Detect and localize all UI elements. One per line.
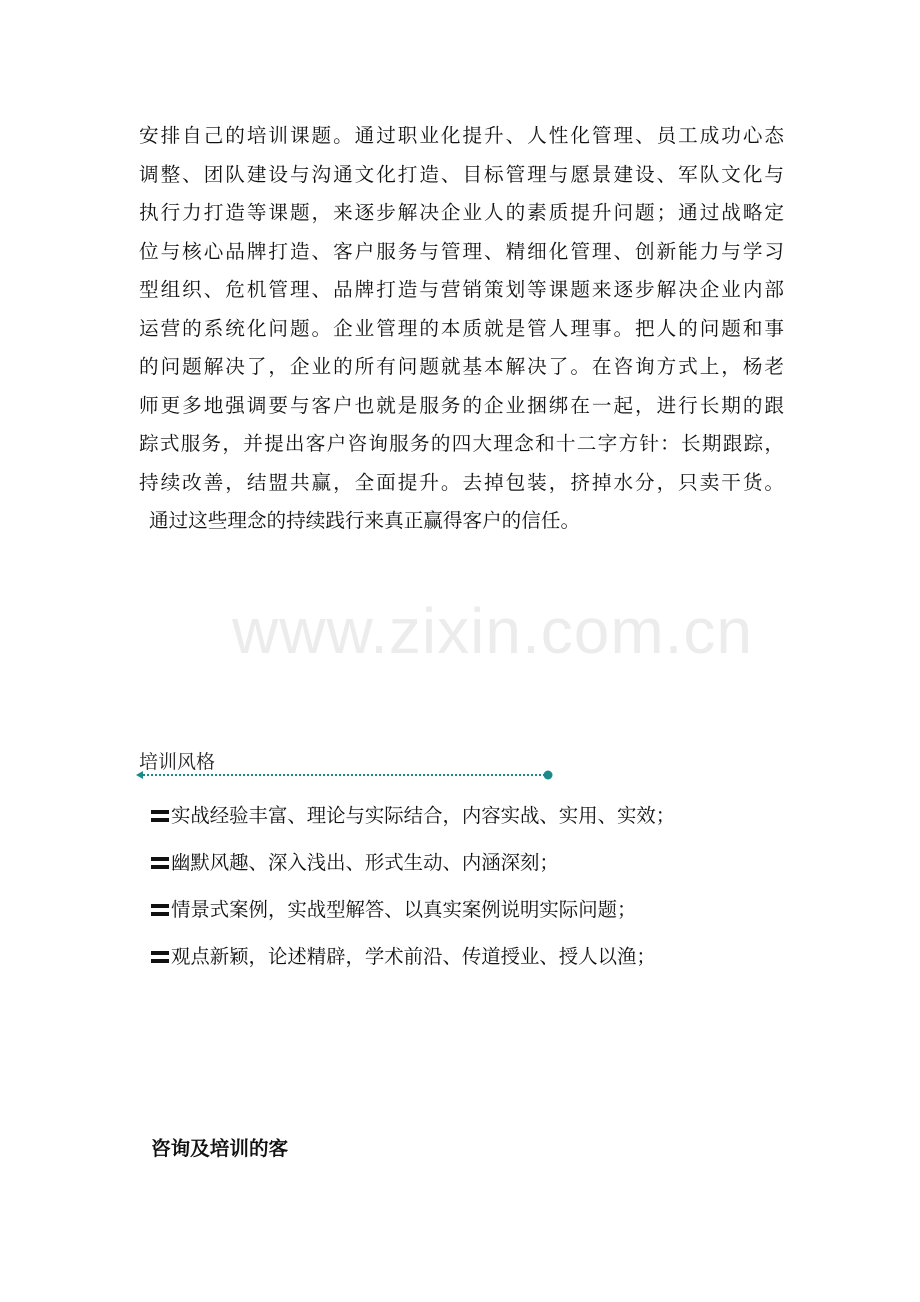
list-item-text: 情景式案例，实战型解答、以真实案例说明实际问题； — [171, 897, 637, 921]
double-bar-bullet-icon — [151, 856, 169, 870]
training-style-list — [151, 792, 675, 980]
list-item-text: 实战经验丰富、理论与实际结合，内容实战、实用、实效； — [171, 803, 676, 827]
section-divider — [136, 768, 554, 782]
section-title-training-style: 培训风格 — [139, 751, 216, 773]
paragraph-line: 师更多地强调要与客户也就是服务的企业捆绑在一起，进行长期的跟 — [139, 393, 784, 417]
paragraph-line: 通过这些理念的持续践行来真正赢得客户的信任。 — [149, 509, 581, 532]
paragraph-line: 踪式服务，并提出客户咨询服务的四大理念和十二字方针：长期跟踪， — [139, 432, 784, 455]
list-item-text: 观点新颖，论述精辟，学术前沿、传道授业、授人以渔； — [171, 944, 656, 968]
divider-endpoint-dot — [544, 771, 553, 780]
paragraph-line: 位与核心品牌打造、客户服务与管理、精细化管理、创新能力与学习 — [139, 239, 784, 263]
list-item-text: 幽默风趣、深入浅出、形式生动、内涵深刻； — [171, 850, 559, 874]
watermark: www.zixin.com.cn — [232, 595, 753, 667]
paragraph-line: 运营的系统化问题。企业管理的本质就是管人理事。把人的问题和事 — [139, 316, 784, 340]
paragraph-line: 的问题解决了，企业的所有问题就基本解决了。在咨询方式上，杨老 — [139, 355, 784, 378]
list-item — [151, 792, 675, 839]
paragraph-line: 型组织、危机管理、品牌打造与营销策划等课题来逐步解决企业内部 — [139, 278, 784, 301]
intro-paragraph — [139, 117, 784, 541]
paragraph-line: 持续改善，结盟共赢，全面提升。去掉包装，挤掉水分，只卖干货。 — [139, 470, 784, 494]
double-bar-bullet-icon — [151, 903, 169, 917]
double-bar-bullet-icon — [151, 809, 169, 823]
paragraph-line: 安排自己的培训课题。通过职业化提升、人性化管理、员工成功心态 — [139, 124, 784, 147]
double-bar-bullet-icon — [151, 950, 169, 964]
paragraph-line: 调整、团队建设与沟通文化打造、目标管理与愿景建设、军队文化与 — [139, 162, 784, 186]
list-item — [151, 886, 675, 933]
list-item — [151, 933, 675, 980]
list-item — [151, 839, 675, 886]
paragraph-line: 执行力打造等课题，来逐步解决企业人的素质提升问题；通过战略定 — [139, 201, 784, 224]
section-heading-clients: 咨询及培训的客 — [151, 1137, 289, 1160]
divider-arrow-icon — [136, 771, 143, 779]
